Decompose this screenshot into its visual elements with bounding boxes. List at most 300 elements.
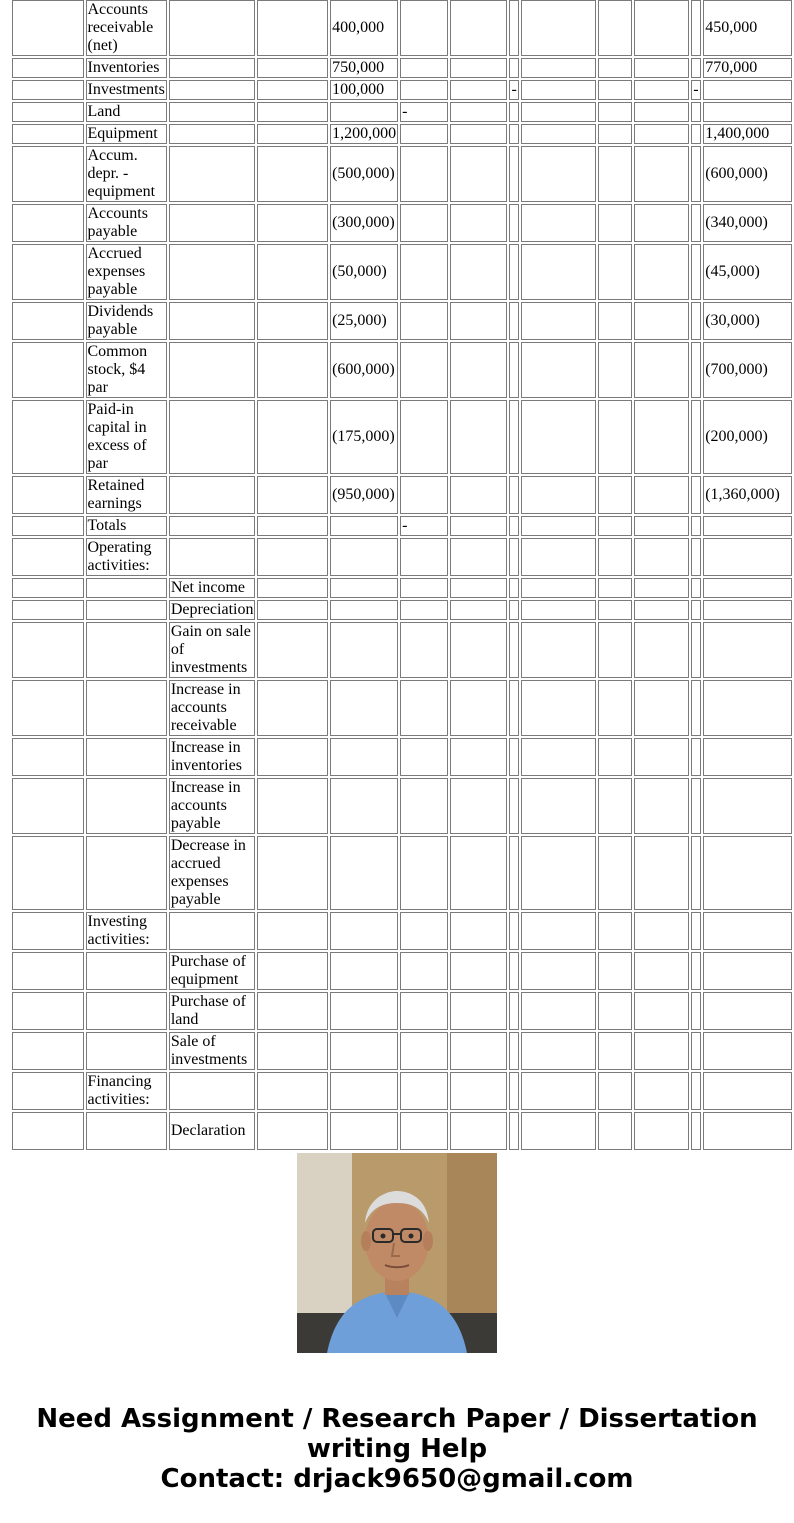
cell-blank-a [12, 952, 84, 990]
cell-blank-d [598, 516, 631, 536]
cell-blank-e [634, 952, 690, 990]
cell-blank-d [598, 778, 631, 834]
cell-narrow-b [691, 204, 701, 242]
cell-debit [400, 0, 448, 56]
cell-blank-d [598, 146, 631, 202]
cell-narrow-b [691, 912, 701, 950]
cell-narrow-b [691, 578, 701, 598]
cell-blank-e [634, 400, 690, 474]
table-row [12, 0, 792, 56]
cell-blank-e [634, 992, 690, 1030]
cell-blank-e [634, 600, 690, 620]
cell-blank-b [257, 516, 328, 536]
cell-debit [400, 738, 448, 776]
cell-debit [400, 124, 448, 144]
cell-blank-d [598, 342, 631, 398]
cell-blank-d [598, 0, 631, 56]
cell-ending [703, 600, 792, 620]
cell-item [169, 146, 256, 202]
cell-blank-a [12, 538, 84, 576]
cell-debit [400, 80, 448, 100]
cell-blank-a [12, 778, 84, 834]
cell-account: Land [86, 102, 167, 122]
cell-narrow-b [691, 738, 701, 776]
cell-narrow-b [691, 146, 701, 202]
cell-narrow-a [509, 0, 519, 56]
cell-credit [521, 992, 596, 1030]
cell-account [86, 578, 167, 598]
cell-credit [521, 952, 596, 990]
cell-credit [521, 400, 596, 474]
table-row [12, 244, 792, 300]
cell-blank-c [450, 1032, 507, 1070]
cell-credit [521, 738, 596, 776]
table-row [12, 578, 792, 598]
cell-beginning: 1,200,000 [332, 125, 397, 142]
cell-blank-e [634, 80, 690, 100]
promo-line-3: Contact: drjack9650@gmail.com [160, 1464, 634, 1494]
cell-blank-e [634, 912, 690, 950]
cell-blank-d [598, 680, 631, 736]
table-row [12, 992, 792, 1030]
cell-beginning: (300,000) [330, 204, 398, 242]
cell-blank-b [257, 600, 328, 620]
cell-narrow-b [691, 680, 701, 736]
cell-blank-b [257, 622, 328, 678]
cell-narrow-a [509, 244, 519, 300]
cell-ending: (45,000) [703, 244, 792, 300]
cell-blank-c [450, 578, 507, 598]
cell-blank-e [634, 738, 690, 776]
cell-blank-b [257, 738, 328, 776]
cell-blank-c [450, 952, 507, 990]
cell-account: Equipment [86, 124, 167, 144]
cell-item [169, 58, 256, 78]
cell-blank-c [450, 738, 507, 776]
cell-blank-b [257, 952, 328, 990]
cell-blank-b [257, 244, 328, 300]
cell-item [169, 0, 256, 56]
table-row [12, 600, 792, 620]
cash-flow-worksheet-table [10, 0, 794, 1152]
cell-blank-d [598, 1072, 631, 1110]
cell-item [169, 912, 256, 950]
cell-item: Declaration [169, 1112, 256, 1150]
cell-narrow-a [509, 476, 519, 514]
cell-blank-e [634, 516, 690, 536]
cell-item: Depreciation [170, 601, 254, 618]
cell-beginning [330, 952, 398, 990]
cell-blank-a [12, 124, 84, 144]
cell-ending [703, 578, 792, 598]
cell-blank-a [12, 102, 84, 122]
cell-debit [400, 578, 448, 598]
cell-credit [521, 124, 596, 144]
cell-beginning: (500,000) [330, 146, 398, 202]
cell-blank-b [257, 1032, 328, 1070]
cell-blank-b [257, 476, 328, 514]
cell-item [169, 538, 256, 576]
cell-credit [521, 778, 596, 834]
table-row [12, 538, 792, 576]
cell-blank-b [257, 912, 328, 950]
cell-beginning: 750,000 [330, 58, 398, 78]
cell-ending: (600,000) [703, 146, 792, 202]
cell-account: Common stock, $4 par [86, 342, 167, 398]
cell-blank-b [257, 992, 328, 1030]
cell-credit [521, 80, 596, 100]
cell-blank-b [257, 302, 328, 340]
cell-account: Accounts receivable (net) [86, 0, 167, 56]
cell-credit [521, 622, 596, 678]
cell-ending: 1,400,000 [703, 124, 792, 144]
cell-blank-b [257, 538, 328, 576]
table-row [12, 778, 792, 834]
cell-beginning: 100,000 [330, 80, 398, 100]
cell-ending [703, 836, 792, 910]
cell-beginning [330, 1032, 398, 1070]
cell-narrow-a [509, 992, 519, 1030]
cell-blank-e [634, 476, 690, 514]
cell-account [86, 778, 167, 834]
cell-debit [400, 992, 448, 1030]
cell-narrow-b [691, 1072, 701, 1110]
cell-blank-b [257, 342, 328, 398]
cell-beginning [330, 622, 398, 678]
cell-narrow-b [691, 1032, 701, 1070]
cell-account: Paid-in capital in excess of par [86, 400, 167, 474]
cell-blank-d [598, 912, 631, 950]
cell-item [169, 516, 256, 536]
cell-credit [521, 244, 596, 300]
table-row [12, 622, 792, 678]
cell-credit [521, 912, 596, 950]
cell-narrow-b [691, 622, 701, 678]
cell-account: Accum. depr. - equipment [86, 146, 167, 202]
cell-ending: (700,000) [703, 342, 792, 398]
cell-debit [400, 342, 448, 398]
cell-ending: (1,360,000) [703, 476, 792, 514]
cell-blank-b [257, 146, 328, 202]
cell-account: Accrued expenses payable [86, 244, 167, 300]
cell-blank-c [450, 538, 507, 576]
cell-debit [400, 58, 448, 78]
cell-debit [400, 400, 448, 474]
cell-narrow-b [691, 516, 701, 536]
cell-blank-a [12, 578, 84, 598]
cell-account [86, 622, 167, 678]
table-row [12, 738, 792, 776]
cell-debit [400, 1072, 448, 1110]
cell-debit [400, 302, 448, 340]
table-row [12, 80, 792, 100]
cell-blank-a [12, 58, 84, 78]
cell-narrow-a [509, 124, 519, 144]
cell-blank-d [598, 58, 631, 78]
cell-debit [400, 244, 448, 300]
cell-narrow-b [691, 400, 701, 474]
cell-beginning: (950,000) [330, 476, 398, 514]
cell-credit [521, 146, 596, 202]
cell-blank-c [450, 400, 507, 474]
cell-ending [703, 1032, 792, 1070]
cell-credit [521, 1072, 596, 1110]
cell-narrow-b [691, 302, 701, 340]
cell-blank-d [598, 102, 631, 122]
cell-blank-d [598, 538, 631, 576]
cell-blank-c [450, 204, 507, 242]
cell-beginning [330, 538, 398, 576]
cell-debit [400, 836, 448, 910]
cell-narrow-a [509, 102, 519, 122]
cell-blank-c [450, 600, 507, 620]
cell-item [169, 124, 256, 144]
table-row [12, 204, 792, 242]
cell-blank-e [634, 102, 690, 122]
cell-narrow-b [691, 0, 701, 56]
cell-blank-c [450, 124, 507, 144]
cell-blank-c [450, 302, 507, 340]
cell-blank-a [12, 476, 84, 514]
cell-blank-b [257, 578, 328, 598]
cell-narrow-b [691, 58, 701, 78]
cell-beginning [330, 836, 398, 910]
cell-blank-d [598, 124, 631, 144]
cell-ending [703, 622, 792, 678]
cell-ending: 450,000 [703, 0, 792, 56]
cell-narrow-a [509, 342, 519, 398]
cell-credit [521, 302, 596, 340]
promo-section [0, 1123, 794, 1523]
cell-narrow-b [691, 778, 701, 834]
cell-blank-a [12, 622, 84, 678]
cell-account: Inventories [86, 58, 167, 78]
cell-blank-e [634, 622, 690, 678]
cell-credit [521, 578, 596, 598]
cell-narrow-a [509, 538, 519, 576]
cell-beginning [330, 1072, 398, 1110]
cell-debit [400, 538, 448, 576]
cell-blank-c [450, 778, 507, 834]
cell-narrow-b [691, 476, 701, 514]
cell-ending: (200,000) [703, 400, 792, 474]
cell-credit [521, 58, 596, 78]
cell-narrow-a [509, 204, 519, 242]
cell-blank-c [450, 102, 507, 122]
cell-credit [521, 0, 596, 56]
cell-credit [521, 538, 596, 576]
cell-blank-c [450, 476, 507, 514]
cell-blank-a [12, 146, 84, 202]
cell-account: Operating activities: [86, 538, 167, 576]
cell-item [169, 80, 256, 100]
cell-blank-e [634, 836, 690, 910]
cell-blank-e [634, 124, 690, 144]
cell-blank-a [12, 680, 84, 736]
cell-blank-d [598, 302, 631, 340]
cell-ending [703, 1072, 792, 1110]
cell-item: Increase in inventories [169, 738, 256, 776]
cell-ending [703, 680, 792, 736]
cell-blank-d [598, 622, 631, 678]
cell-blank-a [12, 912, 84, 950]
cell-account [86, 738, 167, 776]
cell-debit [400, 778, 448, 834]
cell-item [169, 102, 256, 122]
cell-blank-a [12, 516, 84, 536]
cell-narrow-a [509, 778, 519, 834]
cell-ending [703, 912, 792, 950]
cell-narrow-b [691, 124, 701, 144]
table-row [12, 102, 792, 122]
cell-blank-a [12, 342, 84, 398]
table-row [12, 400, 792, 474]
cell-blank-d [598, 1032, 631, 1070]
cell-debit [400, 204, 448, 242]
table-row [12, 476, 792, 514]
cell-item [169, 204, 256, 242]
cell-account: Totals [86, 516, 167, 536]
cell-blank-a [12, 244, 84, 300]
cell-narrow-b [691, 992, 701, 1030]
cell-beginning [330, 516, 398, 536]
cell-narrow-b [691, 836, 701, 910]
table-row [12, 342, 792, 398]
cell-blank-c [450, 244, 507, 300]
table-row [12, 1032, 792, 1070]
cell-narrow-a [509, 912, 519, 950]
cell-account: Accounts payable [86, 204, 167, 242]
cell-blank-e [634, 302, 690, 340]
cell-blank-b [257, 836, 328, 910]
cell-blank-e [634, 58, 690, 78]
cell-blank-a [12, 836, 84, 910]
cell-blank-d [598, 738, 631, 776]
cell-blank-d [598, 992, 631, 1030]
cell-blank-a [12, 600, 84, 620]
cell-ending [703, 80, 792, 100]
cell-credit [521, 600, 596, 620]
cell-blank-d [598, 244, 631, 300]
cell-beginning [330, 992, 398, 1030]
cell-credit [521, 102, 596, 122]
cell-ending [703, 516, 792, 536]
author-avatar [297, 1153, 497, 1353]
cell-ending: 770,000 [703, 58, 792, 78]
cell-blank-d [598, 836, 631, 910]
cell-blank-c [450, 912, 507, 950]
cell-blank-c [450, 992, 507, 1030]
cell-beginning [330, 912, 398, 950]
cell-beginning [330, 680, 398, 736]
cell-account [86, 836, 167, 910]
cell-blank-b [257, 124, 328, 144]
table-row [12, 58, 792, 78]
cell-account: Dividends payable [86, 302, 167, 340]
cell-narrow-a [509, 578, 519, 598]
cell-blank-a [12, 1072, 84, 1110]
cell-narrow-a [509, 600, 519, 620]
cell-narrow-b [691, 538, 701, 576]
cell-beginning [330, 738, 398, 776]
cell-beginning [330, 778, 398, 834]
cell-blank-a [12, 204, 84, 242]
table-row [12, 302, 792, 340]
cell-item [169, 244, 256, 300]
table-row [12, 516, 792, 536]
cell-account: Investing activities: [86, 912, 167, 950]
cell-beginning: 400,000 [330, 0, 398, 56]
cell-narrow-b [691, 244, 701, 300]
cell-item: Gain on sale of investments [169, 622, 256, 678]
cell-item: Net income [169, 578, 256, 598]
cell-item: Decrease in accrued expenses payable [169, 836, 256, 910]
cell-narrow-a: - [509, 80, 519, 100]
cell-item: Purchase of equipment [169, 952, 256, 990]
cell-beginning: (600,000) [330, 342, 398, 398]
cell-narrow-a [509, 516, 519, 536]
cell-narrow-b [691, 102, 701, 122]
cell-item [169, 302, 256, 340]
cell-item: Sale of investments [169, 1032, 256, 1070]
table-row [12, 952, 792, 990]
cell-narrow-a [509, 302, 519, 340]
cell-account: Retained earnings [86, 476, 167, 514]
table-row [12, 680, 792, 736]
cell-ending [703, 738, 792, 776]
cell-credit [521, 836, 596, 910]
cell-ending: (340,000) [703, 204, 792, 242]
cell-blank-b [257, 0, 328, 56]
cell-narrow-a [509, 58, 519, 78]
cell-blank-e [634, 146, 690, 202]
cell-narrow-a [509, 1032, 519, 1070]
cell-beginning: (175,000) [330, 400, 398, 474]
cell-account [86, 952, 167, 990]
cell-debit [400, 912, 448, 950]
promo-line-1: Need Assignment / Research Paper / Dissertation [36, 1404, 758, 1434]
cell-credit [521, 342, 596, 398]
cell-narrow-a [509, 836, 519, 910]
cell-blank-b [257, 778, 328, 834]
cell-blank-a [12, 80, 84, 100]
cell-blank-c [450, 1072, 507, 1110]
cell-blank-e [634, 244, 690, 300]
cell-narrow-b [691, 342, 701, 398]
cell-debit [400, 622, 448, 678]
cell-blank-e [634, 1072, 690, 1110]
cell-narrow-a [509, 680, 519, 736]
cell-credit [521, 476, 596, 514]
cell-blank-c [450, 58, 507, 78]
cell-credit [521, 680, 596, 736]
cell-blank-d [598, 476, 631, 514]
cell-blank-e [634, 778, 690, 834]
cell-blank-b [257, 58, 328, 78]
cell-ending [703, 778, 792, 834]
table-row [12, 124, 792, 144]
cell-debit [400, 146, 448, 202]
cell-blank-d [598, 204, 631, 242]
cell-blank-b [257, 680, 328, 736]
cell-ending [703, 102, 792, 122]
cell-item [169, 476, 256, 514]
cell-blank-c [450, 516, 507, 536]
cell-narrow-a [509, 400, 519, 474]
cell-blank-a [12, 992, 84, 1030]
cell-blank-e [634, 538, 690, 576]
cell-item: Increase in accounts receivable [169, 680, 256, 736]
